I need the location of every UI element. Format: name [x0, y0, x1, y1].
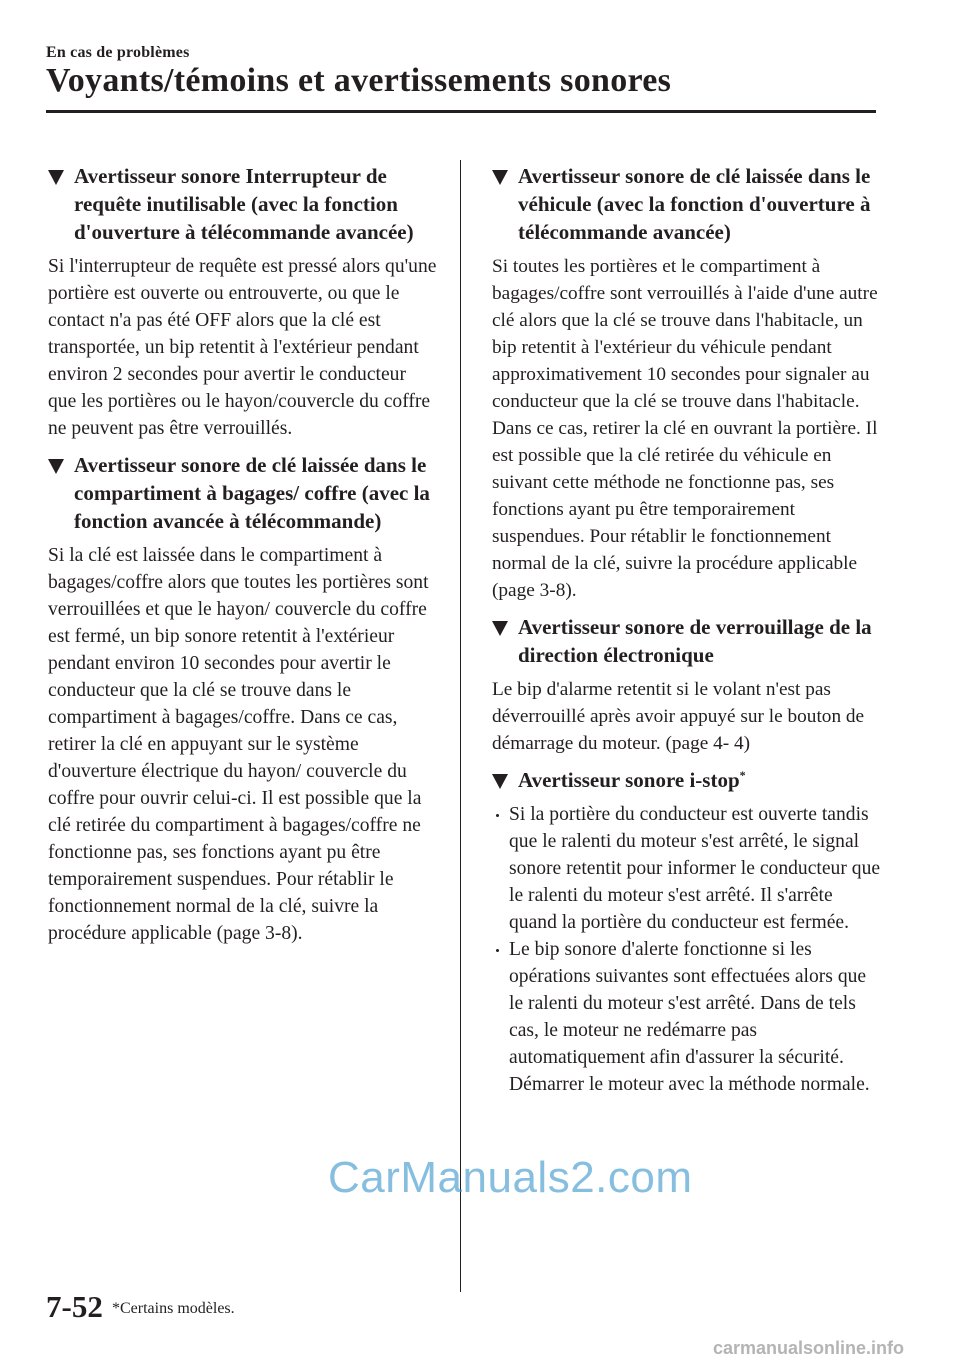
- list-item: [492, 936, 884, 1098]
- bullet-dot-icon: [496, 949, 499, 952]
- left-column: [48, 162, 438, 956]
- section-body: Si la clé est laissée dans le compartiment à bagages/coffre alors que toutes les portières sont verrouillées et que le hayon/ couvercle du coffre est fermé, un bip sonore retentit à l'extérieur pendant environ 10 secondes pour avertir le conducteur que la clé se trouve dans le compartiment à bagages/coffre. Dans ce cas, retirer la clé en appuyant sur le système d'ouverture électrique du hayon/ couvercle du coffre pour ouvrir celui-ci. Il est possible que la clé retirée du compartiment à bagages/coffre ne fonctionne pas, ses fonctions ayant pu être temporairement suspendues. Pour rétablir le fonctionnement normal de la clé, suivre la procédure applicable (page 3-8).: [48, 545, 429, 944]
- section-heading-text: Avertisseur sonore de verrouillage de la direction électronique: [518, 615, 872, 667]
- section-heading-text: Avertisseur sonore de clé laissée dans le véhicule (avec la fonction d'ouverture à télécommande avancée): [518, 164, 871, 244]
- triangle-down-icon: [492, 170, 508, 185]
- section-heading: [48, 162, 438, 246]
- section-heading-text: Avertisseur sonore de clé laissée dans le compartiment à bagages/ coffre (avec la fonction avancée à télécommande): [74, 453, 430, 533]
- title-rule: [46, 110, 876, 113]
- page-number: 7-52: [46, 1289, 103, 1324]
- section-heading: [48, 451, 438, 535]
- section-heading: [492, 766, 884, 794]
- watermark-carmanualsonline[interactable]: carmanualsonline.info: [713, 1338, 905, 1358]
- right-column: [492, 162, 884, 1098]
- section-body: Si l'interrupteur de requête est pressé alors qu'une portière est ouverte ou entrouverte, ou que le contact n'a pas été OFF alors que la clé est transportée, un bip retentit à l'extérieur pendant environ 2 secondes pour avertir le conducteur que les portières ou le hayon/couvercle du coffre ne peuvent pas être verrouillés.: [48, 256, 437, 439]
- triangle-down-icon: [48, 459, 64, 474]
- section-heading: [492, 613, 884, 669]
- triangle-down-icon: [492, 774, 508, 789]
- section-body: Le bip d'alarme retentit si le volant n'est pas déverrouillé après avoir appuyé sur le bouton de démarrage du moteur. (page 4- 4): [492, 679, 865, 754]
- footnote: *Certains modèles.: [112, 1300, 235, 1317]
- footnote-marker: *: [739, 768, 746, 782]
- watermark-carmanuals2[interactable]: CarManuals2.com: [328, 1153, 693, 1202]
- section-heading-text: Avertisseur sonore Interrupteur de requête inutilisable (avec la fonction d'ouverture à télécommande avancée): [74, 164, 414, 244]
- list-item-text: Si la portière du conducteur est ouverte tandis que le ralenti du moteur s'est arrêté, le signal sonore retentit pour informer le conducteur que le ralenti du moteur s'est arrêté. Il s'arrête quand la portière du conducteur est fermée.: [509, 804, 881, 933]
- list-item: [492, 801, 884, 936]
- bullet-list: [492, 801, 884, 1098]
- section-body: Si toutes les portières et le compartiment à bagages/coffre sont verrouillés à l'aide d'une autre clé alors que la clé se trouve dans l'habitacle, un bip retentit à l'extérieur du véhicule pendant approximativement 10 secondes pour signaler au conducteur que la clé se trouve dans l'habitacle. Dans ce cas, retirer la clé en ouvrant la portière. Il est possible que la clé retirée du véhicule en suivant cette méthode ne fonctionne pas, ses fonctions ayant pu être temporairement suspendues. Pour rétablir le fonctionnement normal de la clé, suivre la procédure applicable (page 3-8).: [492, 256, 878, 601]
- section-heading-text: Avertisseur sonore i-stop: [518, 768, 740, 792]
- section-heading: [492, 162, 884, 246]
- list-item-text: Le bip sonore d'alerte fonctionne si les opérations suivantes sont effectuées alors que le ralenti du moteur s'est arrêté. Dans de tels cas, le moteur ne redémarre pas automatiquement afin d'assurer la sécurité. Démarrer le moteur avec la méthode normale.: [509, 939, 870, 1095]
- page-title: Voyants/témoins et avertissements sonores: [46, 62, 672, 99]
- section-kicker: En cas de problèmes: [46, 44, 190, 61]
- bullet-dot-icon: [496, 814, 499, 817]
- column-divider: [460, 160, 461, 1292]
- triangle-down-icon: [492, 621, 508, 636]
- triangle-down-icon: [48, 170, 64, 185]
